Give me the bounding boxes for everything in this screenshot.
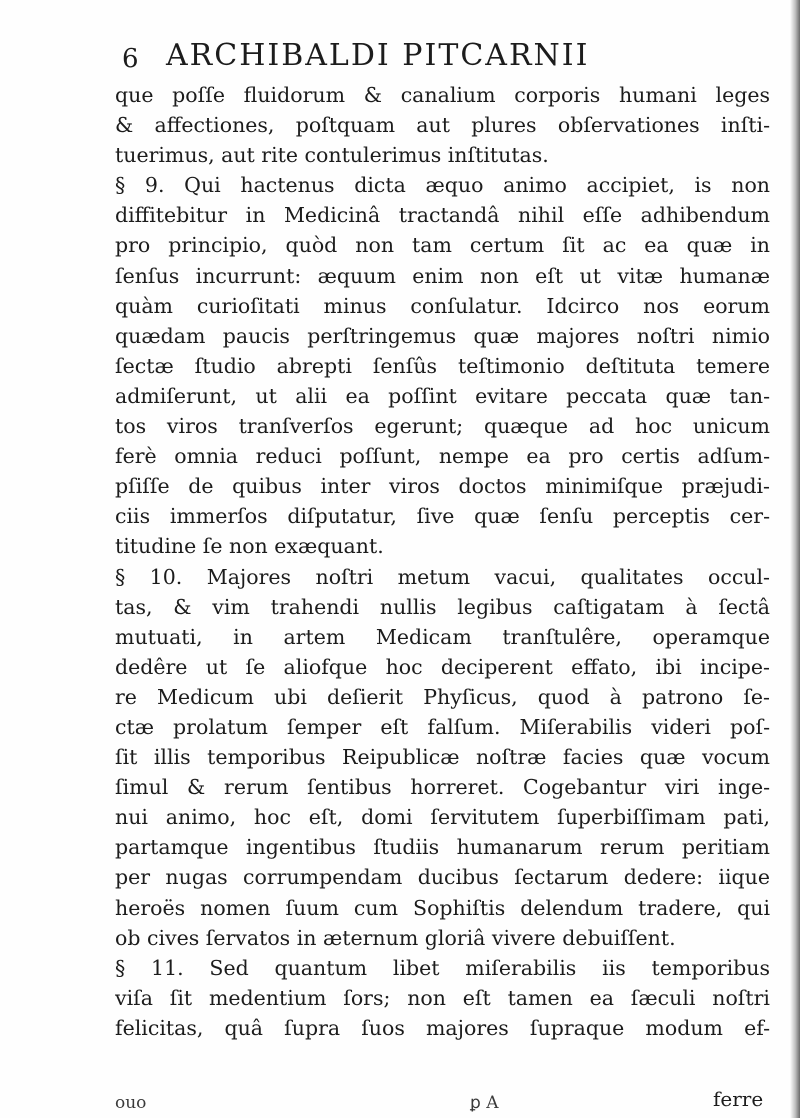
page-number: 6 <box>122 44 139 74</box>
text-line: quàm curioſitati minus conſulatur. Idcirco nos eorum <box>115 293 770 318</box>
text-line: ſectæ ſtudio abrepti ſenſûs teſtimonio deſtituta temere <box>115 353 770 378</box>
text-line: quædam paucis perſtringemus quæ majores noſtri nimio <box>115 323 770 348</box>
text-line: tas, & vim trahendi nullis legibus caſtigatam à ſectâ <box>115 594 770 619</box>
text-line: ſenſus incurrunt: æquum enim non eſt ut vitæ humanæ <box>115 263 770 288</box>
text-line: ob cives ſervatos in æternum gloriâ vivere debuiſſent. <box>115 925 676 950</box>
text-line: ctæ prolatum ſemper eſt falſum. Miſerabilis videri poſ- <box>115 714 770 739</box>
text-line: & affectiones, poſtquam aut plures obſervationes inſti- <box>115 113 770 138</box>
text-line: per nugas corrumpendam ducibus ſectarum dedere: iique <box>115 865 770 890</box>
text-line: § 11. Sed quantum libet miſerabilis iis temporibus <box>115 955 770 980</box>
text-line: partamque ingentibus ſtudiis humanarum rerum peritiam <box>115 835 770 860</box>
signature-mark: ꝑ A <box>470 1093 499 1113</box>
text-line: ſimul & rerum ſentibus horreret. Cogebantur viri inge- <box>115 775 770 800</box>
text-line: tuerimus, aut rite contulerimus inſtitutas. <box>115 143 549 168</box>
page-header <box>122 38 722 82</box>
text-line: pſiſſe de quibus inter viros doctos minimiſque præjudi- <box>115 474 770 499</box>
text-line: titudine ſe non exæquant. <box>115 534 384 559</box>
running-head: ARCHIBALDI PITCARNII <box>166 38 590 73</box>
text-line: que poſſe fluidorum & canalium corporis humani leges <box>115 83 770 107</box>
text-line: heroës nomen ſuum cum Sophiſtis delendum tradere, qui <box>115 895 770 920</box>
text-line: nui animo, hoc eſt, domi ſervitutem ſuperbiſſimam pati, <box>115 805 770 830</box>
text-line: felicitas, quâ ſupra ſuos majores ſupraque modum ef- <box>115 1015 770 1040</box>
text-line: mutuati, in artem Medicam tranſtulêre, operamque <box>115 624 770 649</box>
text-line: ciis immerſos diſputatur, ſive quæ ſenſu perceptis cer- <box>115 504 770 529</box>
signature-mark: ouo <box>115 1093 147 1113</box>
text-line: tos viros tranſverſos egerunt; quæque ad hoc unicum <box>115 414 770 439</box>
text-line: viſa ſit medentium ſors; non eſt tamen ea ſæculi noſtri <box>115 985 770 1010</box>
body-text <box>115 80 770 1043</box>
text-line: § 10. Majores noſtri metum vacui, qualitates occul- <box>115 564 770 589</box>
page-edge-shadow <box>790 0 800 1118</box>
text-line: § 9. Qui hactenus dicta æquo animo accipiet, is non <box>115 173 770 198</box>
text-line: admiſerunt, ut alii ea poſſint evitare peccata quæ tan- <box>115 383 770 408</box>
text-line: re Medicum ubi deſierit Phyſicus, quod à patrono ſe- <box>115 684 770 709</box>
text-line: ferè omnia reduci poſſunt, nempe ea pro certis adſum- <box>115 444 770 469</box>
text-line: diffitebitur in Medicinâ tractandâ nihil eſſe adhibendum <box>115 203 770 228</box>
text-line: pro principio, quòd non tam certum ſit ac ea quæ in <box>115 233 770 258</box>
text-line: ſit illis temporibus Reipublicæ noſtræ facies quæ vocum <box>115 745 770 770</box>
text-line: dedêre ut ſe aliofque hoc deciperent effato, ibi incipe- <box>115 654 770 679</box>
page-footer <box>115 1087 770 1117</box>
catchword: ferre <box>713 1087 764 1111</box>
